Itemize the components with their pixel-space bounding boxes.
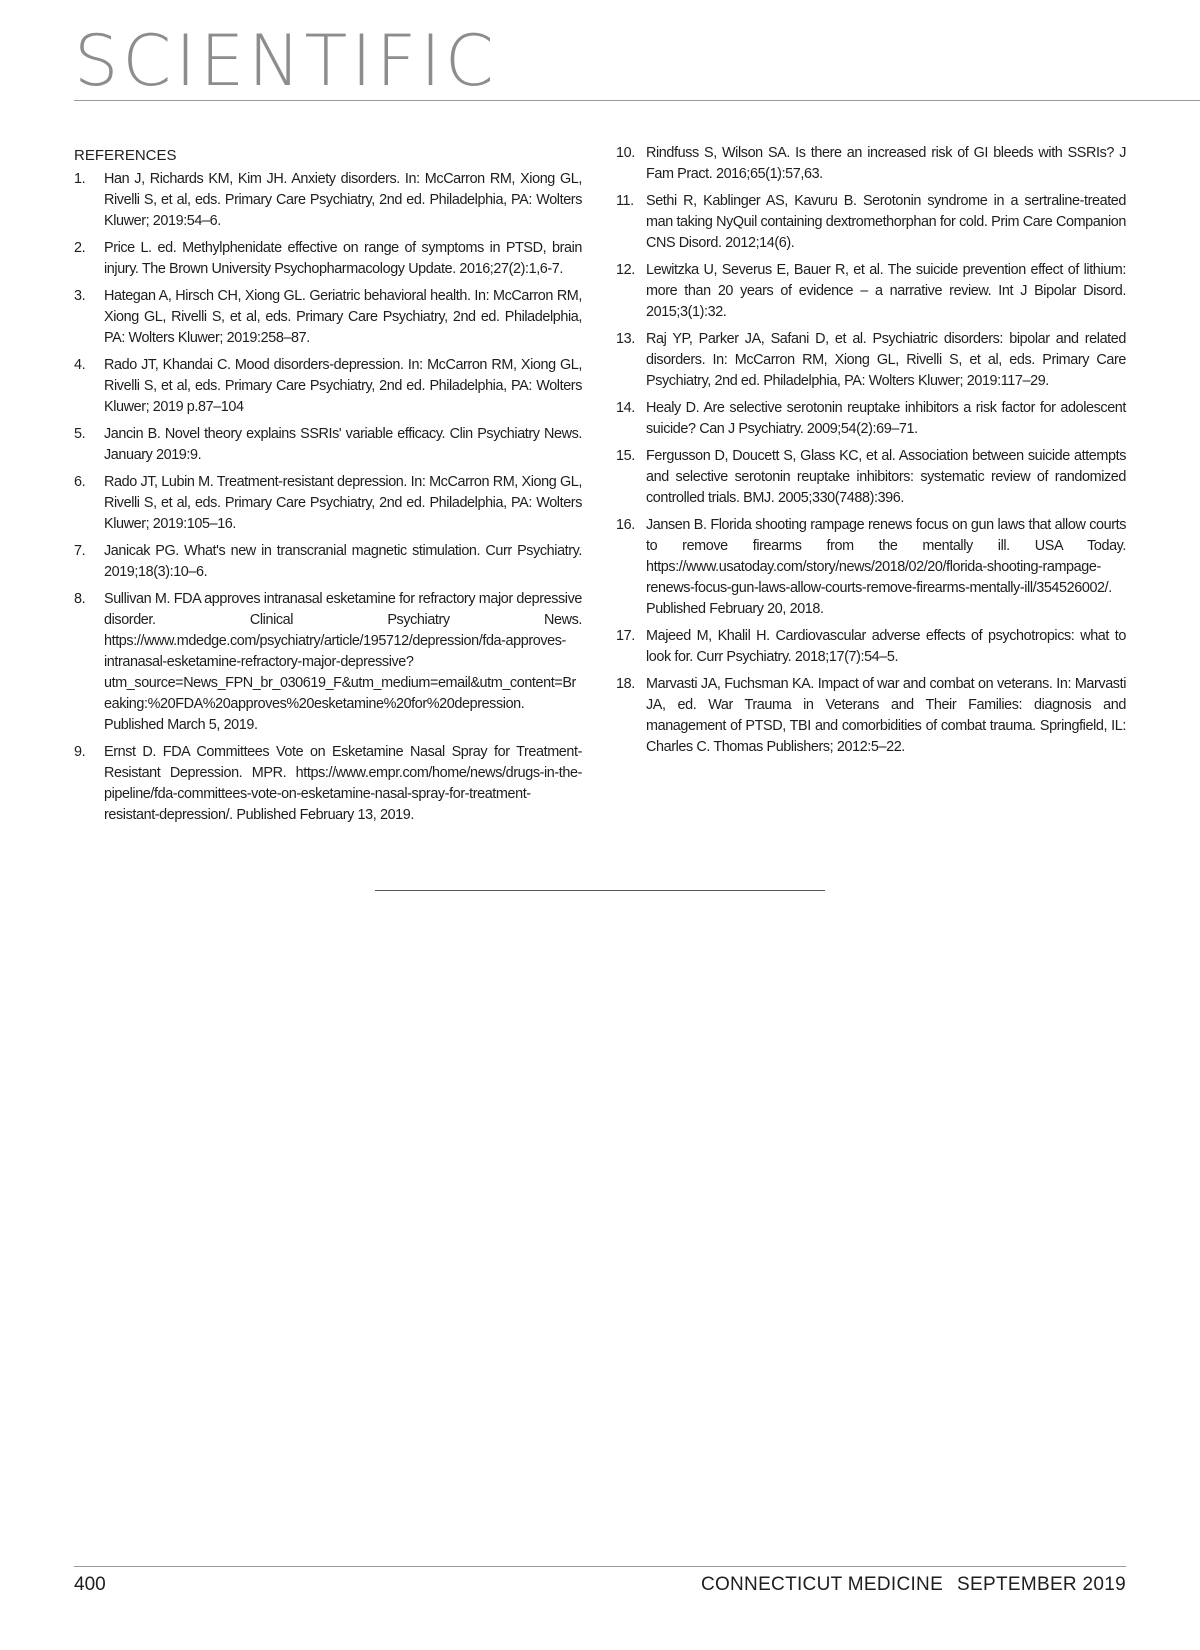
reference-item xyxy=(74,238,582,280)
reference-list-right xyxy=(616,143,1126,758)
reference-number: 12. xyxy=(616,262,635,278)
reference-item xyxy=(74,742,582,826)
reference-number: 14. xyxy=(616,400,635,416)
reference-text: Marvasti JA, Fuchsman KA. Impact of war and combat on veterans. In: Marvasti JA, ed. War Trauma in Veterans and Their Families: diagnosis and management of PTSD, TBI and comorbidities of combat trauma. Springfield, IL: Charles C. Thomas Publishers; 2012:5–22. xyxy=(646,676,1126,755)
journal-name: CONNECTICUT MEDICINE xyxy=(700,1574,944,1595)
references-heading: REFERENCES xyxy=(74,147,177,164)
reference-item xyxy=(616,626,1126,668)
reference-number: 2. xyxy=(74,240,86,256)
reference-number: 13. xyxy=(616,331,635,347)
reference-text: Ernst D. FDA Committees Vote on Esketamine Nasal Spray for Treatment-Resistant Depression. MPR. https://www.empr.com/home/news/drugs-in-the-pipeline/fda-committees-vote-on-esketamine-nasal-spray-for-treatment-resistant-depression/. Published February 13, 2019. xyxy=(104,744,582,823)
reference-text: Sullivan M. FDA approves intranasal esketamine for refractory major depressive disorder. Clinical Psychiatry News. https://www.mdedge.com/psychiatry/article/195712/depression/fda-approves-intranasal-esketamine-refractory-major-depressive?utm_source=News_FPN_br_030619_F&utm_medium=email&utm_content=Breaking:%20FDA%20approves%20esketamine%20for%20depression. Published March 5, 2019. xyxy=(104,591,582,733)
reference-number: 1. xyxy=(74,171,86,187)
reference-text: Han J, Richards KM, Kim JH. Anxiety disorders. In: McCarron RM, Xiong GL, Rivelli S, et al, eds. Primary Care Psychiatry, 2nd ed. Philadelphia, PA: Wolters Kluwer; 2019:54–6. xyxy=(104,171,582,229)
reference-text: Hategan A, Hirsch CH, Xiong GL. Geriatric behavioral health. In: McCarron RM, Xiong GL, Rivelli S, et al, eds. Primary Care Psychiatry, 2nd ed. Philadelphia, PA: Wolters Kluwer; 2019:258–87. xyxy=(104,288,582,346)
reference-text: Healy D. Are selective serotonin reuptake inhibitors a risk factor for adolescent suicide? Can J Psychiatry. 2009;54(2):69–71. xyxy=(646,400,1126,437)
reference-item xyxy=(616,398,1126,440)
reference-item xyxy=(74,472,582,535)
references-right-column xyxy=(616,143,1126,832)
reference-item xyxy=(616,446,1126,509)
reference-item xyxy=(74,589,582,736)
reference-item xyxy=(616,191,1126,254)
references-section xyxy=(74,143,1126,832)
reference-text: Lewitzka U, Severus E, Bauer R, et al. The suicide prevention effect of lithium: more than 20 years of evidence – a narrative review. Int J Bipolar Disord. 2015;3(1):32. xyxy=(646,262,1126,320)
footer-journal xyxy=(701,1574,1126,1596)
reference-number: 16. xyxy=(616,517,635,533)
reference-text: Rindfuss S, Wilson SA. Is there an increased risk of GI bleeds with SSRIs? J Fam Pract. 2016;65(1):57,63. xyxy=(646,145,1126,182)
page-number: 400 xyxy=(74,1574,106,1595)
reference-number: 8. xyxy=(74,591,86,607)
reference-text: Sethi R, Kablinger AS, Kavuru B. Serotonin syndrome in a sertraline-treated man taking NyQuil containing dextromethorphan for cold. Prim Care Companion CNS Disord. 2012;14(6). xyxy=(646,193,1126,251)
references-left-column xyxy=(74,143,582,832)
reference-number: 7. xyxy=(74,543,86,559)
reference-text: Jansen B. Florida shooting rampage renews focus on gun laws that allow courts to remove firearms from the mentally ill. USA Today. https://www.usatoday.com/story/news/2018/02/20/florida-shooting-rampage-renews-focus-gun-laws-allow-courts-remove-firearms-mentally-ill/354526002/. Published February 20, 2018. xyxy=(646,517,1126,617)
reference-number: 10. xyxy=(616,145,635,161)
reference-item xyxy=(616,674,1126,758)
footer-divider xyxy=(74,1566,1126,1567)
reference-text: Fergusson D, Doucett S, Glass KC, et al. Association between suicide attempts and selective serotonin reuptake inhibitors: systematic review of randomized controlled trials. BMJ. 2005;330(7488):396. xyxy=(646,448,1126,506)
reference-item xyxy=(74,355,582,418)
reference-number: 17. xyxy=(616,628,635,644)
reference-text: Janicak PG. What's new in transcranial magnetic stimulation. Curr Psychiatry. 2019;18(3):10–6. xyxy=(104,543,582,580)
reference-number: 11. xyxy=(616,193,634,209)
reference-number: 18. xyxy=(616,676,635,692)
reference-text: Raj YP, Parker JA, Safani D, et al. Psychiatric disorders: bipolar and related disorders. In: McCarron RM, Xiong GL, Rivelli S, et al, eds. Primary Care Psychiatry, 2nd ed. Philadelphia, PA: Wolters Kluwer; 2019:117–29. xyxy=(646,331,1126,389)
reference-list-left xyxy=(74,169,582,826)
reference-item xyxy=(74,286,582,349)
reference-item xyxy=(616,329,1126,392)
reference-number: 9. xyxy=(74,744,86,760)
reference-number: 3. xyxy=(74,288,86,304)
reference-text: Rado JT, Khandai C. Mood disorders-depression. In: McCarron RM, Xiong GL, Rivelli S, et al, eds. Primary Care Psychiatry, 2nd ed. Philadelphia, PA: Wolters Kluwer; 2019 p.87–104 xyxy=(104,357,582,415)
reference-item xyxy=(616,260,1126,323)
issue-date: SEPTEMBER 2019 xyxy=(957,1574,1126,1595)
header-divider xyxy=(74,100,1200,101)
reference-number: 5. xyxy=(74,426,86,442)
reference-text: Rado JT, Lubin M. Treatment-resistant depression. In: McCarron RM, Xiong GL, Rivelli S, et al, eds. Primary Care Psychiatry, 2nd ed. Philadelphia, PA: Wolters Kluwer; 2019:105–16. xyxy=(104,474,582,532)
reference-text: Price L. ed. Methylphenidate effective on range of symptoms in PTSD, brain injury. The Brown University Psychopharmacology Update. 2016;27(2):1,6-7. xyxy=(104,240,582,277)
reference-number: 6. xyxy=(74,474,86,490)
reference-item xyxy=(616,143,1126,185)
section-title: SCIENTIFIC xyxy=(74,20,498,102)
reference-text: Jancin B. Novel theory explains SSRIs' variable efficacy. Clin Psychiatry News. January 2019:9. xyxy=(104,426,582,463)
reference-item xyxy=(74,169,582,232)
reference-item xyxy=(74,541,582,583)
end-of-article-rule xyxy=(375,890,825,891)
reference-number: 15. xyxy=(616,448,635,464)
reference-item xyxy=(74,424,582,466)
reference-number: 4. xyxy=(74,357,86,373)
reference-text: Majeed M, Khalil H. Cardiovascular adverse effects of psychotropics: what to look for. Curr Psychiatry. 2018;17(7):54–5. xyxy=(646,628,1126,665)
reference-item xyxy=(616,515,1126,620)
